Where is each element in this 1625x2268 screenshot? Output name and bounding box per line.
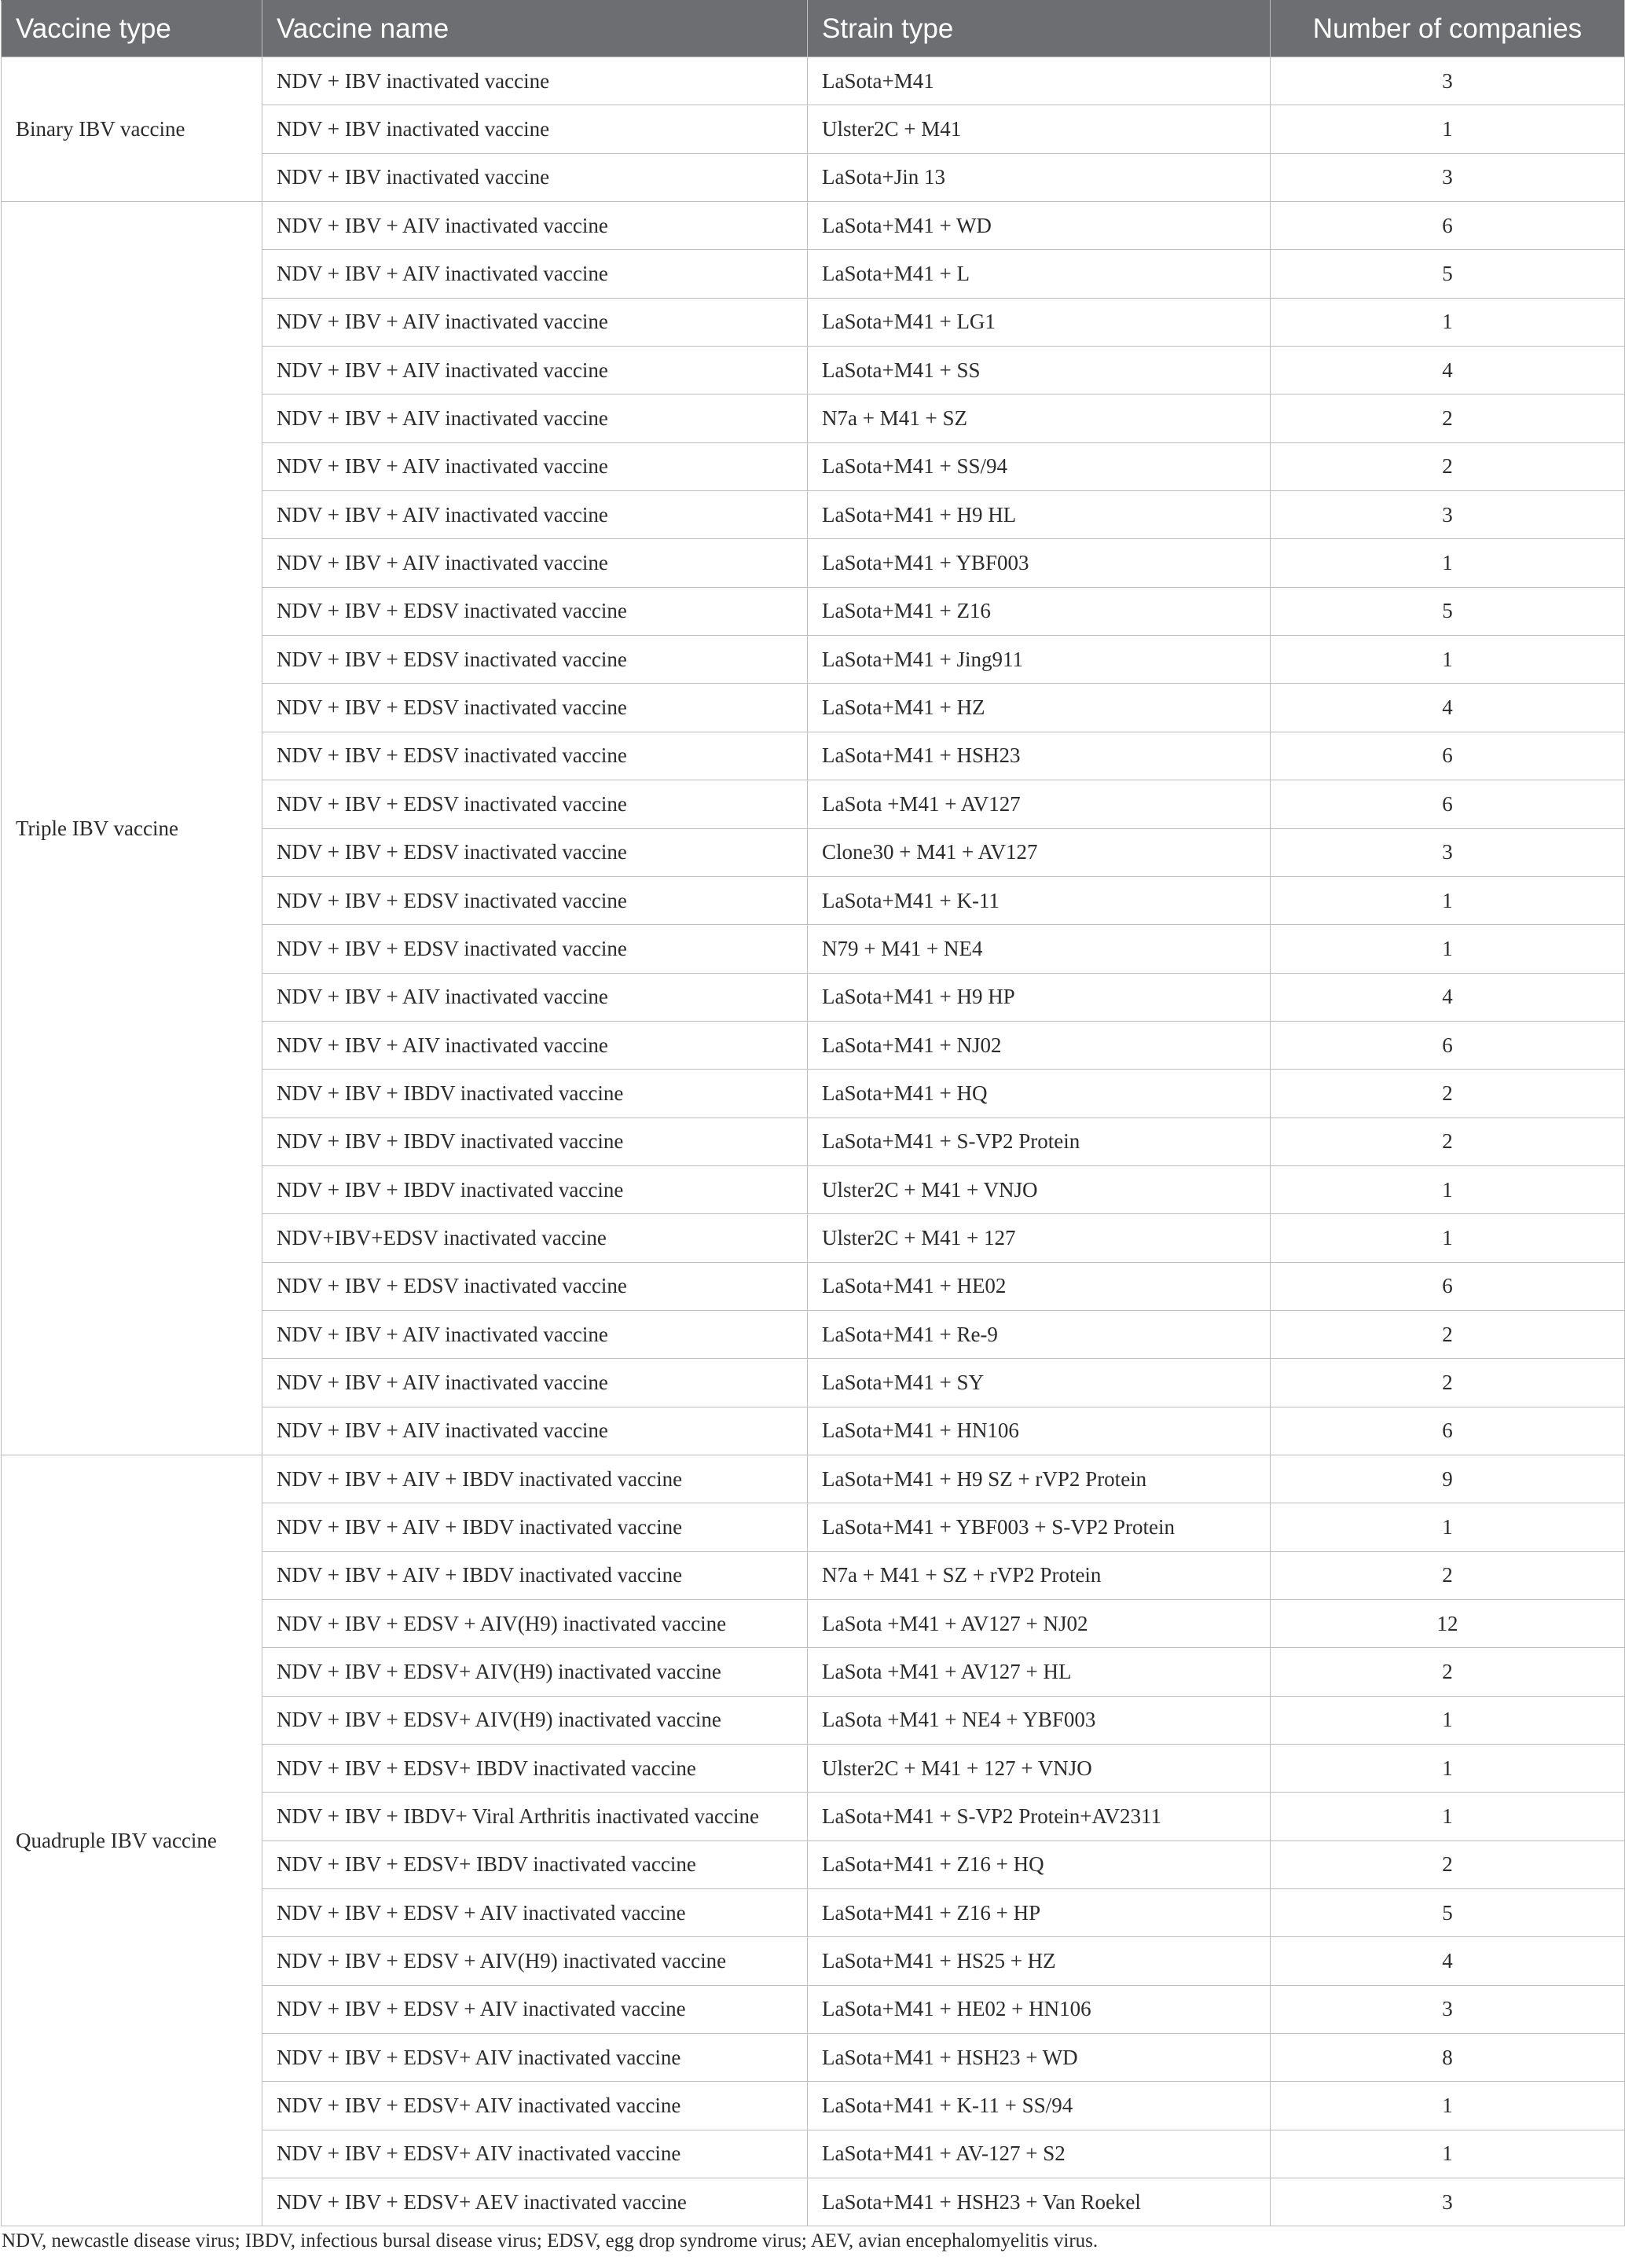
vaccine-name-cell: NDV + IBV inactivated vaccine <box>262 57 808 105</box>
strain-type-cell: LaSota+M41 + HE02 + HN106 <box>808 1985 1271 2033</box>
vaccine-name-cell: NDV + IBV + EDSV inactivated vaccine <box>262 1262 808 1310</box>
strain-type-cell: LaSota+M41 + SY <box>808 1359 1271 1407</box>
vaccine-name-cell: NDV + IBV + EDSV inactivated vaccine <box>262 636 808 684</box>
vaccine-name-cell: NDV + IBV + AIV inactivated vaccine <box>262 1407 808 1455</box>
vaccine-name-cell: NDV + IBV + AIV inactivated vaccine <box>262 442 808 490</box>
company-count-cell: 3 <box>1271 57 1625 105</box>
strain-type-cell: LaSota+M41 + Jing911 <box>808 636 1271 684</box>
strain-type-cell: LaSota+M41 + HE02 <box>808 1262 1271 1310</box>
vaccine-name-cell: NDV + IBV + EDSV inactivated vaccine <box>262 828 808 876</box>
vaccine-name-cell: NDV + IBV + EDSV inactivated vaccine <box>262 925 808 973</box>
company-count-cell: 4 <box>1271 1937 1625 1985</box>
strain-type-cell: LaSota+M41 + K-11 <box>808 876 1271 924</box>
company-count-cell: 3 <box>1271 153 1625 201</box>
strain-type-cell: Ulster2C + M41 <box>808 105 1271 153</box>
table-row <box>2 202 1625 250</box>
strain-type-cell: LaSota+M41 + HSH23 + WD <box>808 2034 1271 2082</box>
vaccine-name-cell: NDV + IBV + AIV inactivated vaccine <box>262 539 808 587</box>
company-count-cell: 1 <box>1271 2130 1625 2178</box>
company-count-cell: 6 <box>1271 1262 1625 1310</box>
strain-type-cell: LaSota +M41 + NE4 + YBF003 <box>808 1696 1271 1744</box>
company-count-cell: 2 <box>1271 1551 1625 1599</box>
company-count-cell: 5 <box>1271 250 1625 298</box>
strain-type-cell: LaSota+M41 + YBF003 <box>808 539 1271 587</box>
table-row <box>2 1455 1625 1503</box>
vaccine-name-cell: NDV + IBV + AIV inactivated vaccine <box>262 491 808 539</box>
table-footnote: NDV, newcastle disease virus; IBDV, infectious bursal disease virus; EDSV, egg drop syndrome virus; AEV, avian encephalomyelitis virus. <box>2 2230 1099 2251</box>
company-count-cell: 8 <box>1271 2034 1625 2082</box>
strain-type-cell: Ulster2C + M41 + 127 + VNJO <box>808 1745 1271 1793</box>
strain-type-cell: LaSota +M41 + AV127 + NJ02 <box>808 1600 1271 1648</box>
strain-type-cell: LaSota+M41 + SS <box>808 347 1271 395</box>
vaccine-name-cell: NDV + IBV + AIV inactivated vaccine <box>262 973 808 1021</box>
company-count-cell: 1 <box>1271 925 1625 973</box>
company-count-cell: 3 <box>1271 1985 1625 2033</box>
company-count-cell: 1 <box>1271 2082 1625 2130</box>
vaccine-name-cell: NDV + IBV + EDSV+ AIV inactivated vaccine <box>262 2034 808 2082</box>
strain-type-cell: LaSota+M41 + Z16 + HQ <box>808 1840 1271 1888</box>
strain-type-cell: N7a + M41 + SZ <box>808 395 1271 442</box>
strain-type-cell: LaSota+M41 + Re-9 <box>808 1310 1271 1358</box>
company-count-cell: 9 <box>1271 1455 1625 1503</box>
company-count-cell: 1 <box>1271 1503 1625 1551</box>
company-count-cell: 1 <box>1271 636 1625 684</box>
vaccine-name-cell: NDV + IBV + IBDV inactivated vaccine <box>262 1165 808 1213</box>
strain-type-cell: LaSota+M41 + HS25 + HZ <box>808 1937 1271 1985</box>
vaccine-name-cell: NDV + IBV + IBDV inactivated vaccine <box>262 1117 808 1165</box>
company-count-cell: 12 <box>1271 1600 1625 1648</box>
strain-type-cell: LaSota+M41 + HSH23 <box>808 732 1271 780</box>
vaccine-name-cell: NDV + IBV + EDSV+ AIV inactivated vaccine <box>262 2130 808 2178</box>
strain-type-cell: LaSota+M41 + H9 HP <box>808 973 1271 1021</box>
strain-type-cell: N79 + M41 + NE4 <box>808 925 1271 973</box>
vaccine-name-cell: NDV + IBV + EDSV inactivated vaccine <box>262 780 808 828</box>
strain-type-cell: LaSota+M41 + LG1 <box>808 298 1271 346</box>
company-count-cell: 2 <box>1271 395 1625 442</box>
vaccine-type-cell: Triple IBV vaccine <box>2 202 262 1455</box>
company-count-cell: 4 <box>1271 973 1625 1021</box>
company-count-cell: 1 <box>1271 1745 1625 1793</box>
vaccine-name-cell: NDV + IBV + AIV + IBDV inactivated vaccine <box>262 1551 808 1599</box>
vaccine-name-cell: NDV + IBV + IBDV+ Viral Arthritis inactivated vaccine <box>262 1793 808 1840</box>
strain-type-cell: LaSota+M41 + S-VP2 Protein <box>808 1117 1271 1165</box>
strain-type-cell: LaSota+M41 + YBF003 + S-VP2 Protein <box>808 1503 1271 1551</box>
company-count-cell: 6 <box>1271 202 1625 250</box>
strain-type-cell: LaSota+M41 + H9 HL <box>808 491 1271 539</box>
vaccine-name-cell: NDV + IBV + AIV inactivated vaccine <box>262 1359 808 1407</box>
vaccine-name-cell: NDV + IBV + AIV inactivated vaccine <box>262 1021 808 1069</box>
company-count-cell: 1 <box>1271 1793 1625 1840</box>
vaccine-name-cell: NDV + IBV + EDSV inactivated vaccine <box>262 876 808 924</box>
table-row <box>2 57 1625 105</box>
vaccine-name-cell: NDV + IBV + EDSV+ AIV inactivated vaccine <box>262 2082 808 2130</box>
vaccine-name-cell: NDV + IBV + EDSV inactivated vaccine <box>262 684 808 732</box>
vaccine-name-cell: NDV + IBV inactivated vaccine <box>262 105 808 153</box>
vaccine-name-cell: NDV + IBV + AIV + IBDV inactivated vaccine <box>262 1455 808 1503</box>
company-count-cell: 3 <box>1271 828 1625 876</box>
vaccine-name-cell: NDV + IBV + IBDV inactivated vaccine <box>262 1070 808 1117</box>
strain-type-cell: Clone30 + M41 + AV127 <box>808 828 1271 876</box>
vaccine-name-cell: NDV + IBV + EDSV+ AEV inactivated vaccine <box>262 2178 808 2226</box>
company-count-cell: 1 <box>1271 105 1625 153</box>
company-count-cell: 6 <box>1271 1407 1625 1455</box>
strain-type-cell: LaSota+Jin 13 <box>808 153 1271 201</box>
company-count-cell: 2 <box>1271 1359 1625 1407</box>
company-count-cell: 1 <box>1271 298 1625 346</box>
vaccine-type-cell: Binary IBV vaccine <box>2 57 262 202</box>
strain-type-cell: LaSota+M41 + AV-127 + S2 <box>808 2130 1271 2178</box>
company-count-cell: 5 <box>1271 1889 1625 1937</box>
company-count-cell: 2 <box>1271 442 1625 490</box>
strain-type-cell: LaSota+M41 <box>808 57 1271 105</box>
company-count-cell: 6 <box>1271 780 1625 828</box>
strain-type-cell: LaSota+M41 + HQ <box>808 1070 1271 1117</box>
vaccine-type-cell: Quadruple IBV vaccine <box>2 1455 262 2226</box>
company-count-cell: 2 <box>1271 1070 1625 1117</box>
vaccine-name-cell: NDV + IBV + EDSV+ IBDV inactivated vaccine <box>262 1840 808 1888</box>
company-count-cell: 2 <box>1271 1648 1625 1696</box>
vaccine-name-cell: NDV + IBV + AIV + IBDV inactivated vaccine <box>262 1503 808 1551</box>
header-vaccine-name: Vaccine name <box>262 1 808 57</box>
header-vaccine-type: Vaccine type <box>2 1 262 57</box>
company-count-cell: 1 <box>1271 1165 1625 1213</box>
strain-type-cell: Ulster2C + M41 + 127 <box>808 1214 1271 1262</box>
company-count-cell: 1 <box>1271 876 1625 924</box>
strain-type-cell: LaSota+M41 + S-VP2 Protein+AV2311 <box>808 1793 1271 1840</box>
strain-type-cell: LaSota+M41 + HSH23 + Van Roekel <box>808 2178 1271 2226</box>
company-count-cell: 2 <box>1271 1840 1625 1888</box>
strain-type-cell: Ulster2C + M41 + VNJO <box>808 1165 1271 1213</box>
vaccine-name-cell: NDV + IBV + EDSV+ AIV(H9) inactivated vaccine <box>262 1648 808 1696</box>
table-header <box>2 1 1625 57</box>
vaccine-name-cell: NDV + IBV + EDSV + AIV inactivated vaccine <box>262 1985 808 2033</box>
strain-type-cell: LaSota+M41 + Z16 + HP <box>808 1889 1271 1937</box>
strain-type-cell: LaSota+M41 + NJ02 <box>808 1021 1271 1069</box>
vaccine-name-cell: NDV + IBV inactivated vaccine <box>262 153 808 201</box>
vaccine-name-cell: NDV + IBV + EDSV+ IBDV inactivated vaccine <box>262 1745 808 1793</box>
company-count-cell: 2 <box>1271 1310 1625 1358</box>
vaccine-name-cell: NDV + IBV + EDSV+ AIV(H9) inactivated vaccine <box>262 1696 808 1744</box>
company-count-cell: 3 <box>1271 491 1625 539</box>
company-count-cell: 3 <box>1271 2178 1625 2226</box>
vaccine-table <box>1 0 1625 2226</box>
vaccine-name-cell: NDV + IBV + EDSV inactivated vaccine <box>262 732 808 780</box>
vaccine-name-cell: NDV+IBV+EDSV inactivated vaccine <box>262 1214 808 1262</box>
company-count-cell: 1 <box>1271 1696 1625 1744</box>
vaccine-name-cell: NDV + IBV + AIV inactivated vaccine <box>262 202 808 250</box>
vaccine-name-cell: NDV + IBV + AIV inactivated vaccine <box>262 298 808 346</box>
vaccine-name-cell: NDV + IBV + AIV inactivated vaccine <box>262 395 808 442</box>
strain-type-cell: LaSota+M41 + WD <box>808 202 1271 250</box>
company-count-cell: 1 <box>1271 1214 1625 1262</box>
header-number-of-companies: Number of companies <box>1271 1 1625 57</box>
vaccine-name-cell: NDV + IBV + AIV inactivated vaccine <box>262 347 808 395</box>
company-count-cell: 6 <box>1271 732 1625 780</box>
strain-type-cell: LaSota +M41 + AV127 <box>808 780 1271 828</box>
strain-type-cell: LaSota+M41 + L <box>808 250 1271 298</box>
company-count-cell: 2 <box>1271 1117 1625 1165</box>
company-count-cell: 5 <box>1271 587 1625 635</box>
header-strain-type: Strain type <box>808 1 1271 57</box>
vaccine-name-cell: NDV + IBV + EDSV inactivated vaccine <box>262 587 808 635</box>
strain-type-cell: N7a + M41 + SZ + rVP2 Protein <box>808 1551 1271 1599</box>
header-row <box>2 1 1625 57</box>
strain-type-cell: LaSota+M41 + SS/94 <box>808 442 1271 490</box>
vaccine-name-cell: NDV + IBV + AIV inactivated vaccine <box>262 250 808 298</box>
vaccine-name-cell: NDV + IBV + EDSV + AIV(H9) inactivated vaccine <box>262 1600 808 1648</box>
strain-type-cell: LaSota+M41 + HN106 <box>808 1407 1271 1455</box>
strain-type-cell: LaSota+M41 + HZ <box>808 684 1271 732</box>
strain-type-cell: LaSota +M41 + AV127 + HL <box>808 1648 1271 1696</box>
strain-type-cell: LaSota+M41 + H9 SZ + rVP2 Protein <box>808 1455 1271 1503</box>
vaccine-name-cell: NDV + IBV + AIV inactivated vaccine <box>262 1310 808 1358</box>
strain-type-cell: LaSota+M41 + Z16 <box>808 587 1271 635</box>
company-count-cell: 4 <box>1271 347 1625 395</box>
company-count-cell: 1 <box>1271 539 1625 587</box>
strain-type-cell: LaSota+M41 + K-11 + SS/94 <box>808 2082 1271 2130</box>
company-count-cell: 4 <box>1271 684 1625 732</box>
vaccine-name-cell: NDV + IBV + EDSV + AIV(H9) inactivated vaccine <box>262 1937 808 1985</box>
table-body <box>2 57 1625 2226</box>
vaccine-name-cell: NDV + IBV + EDSV + AIV inactivated vaccine <box>262 1889 808 1937</box>
company-count-cell: 6 <box>1271 1021 1625 1069</box>
